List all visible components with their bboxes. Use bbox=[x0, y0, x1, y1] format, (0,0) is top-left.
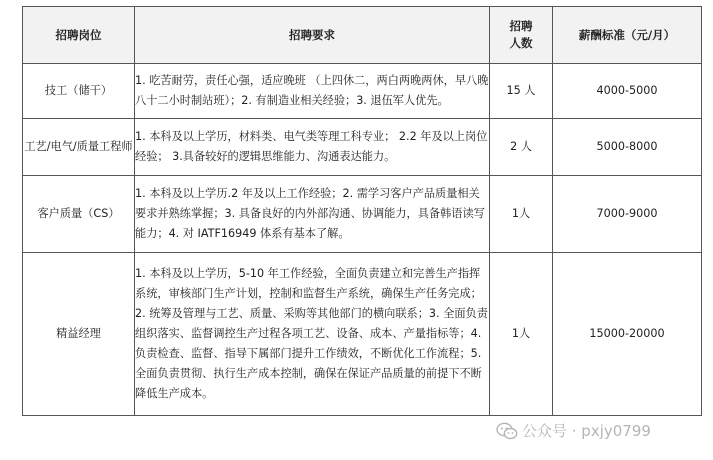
watermark bbox=[496, 420, 651, 441]
header-count-line2: 人数 bbox=[509, 36, 533, 50]
table-row bbox=[23, 253, 702, 416]
recruitment-table bbox=[22, 6, 702, 416]
cell-salary: 7000-9000 bbox=[553, 176, 702, 253]
cell-position: 精益经理 bbox=[23, 253, 135, 416]
header-count-line1: 招聘 bbox=[509, 19, 533, 33]
header-requirements: 招聘要求 bbox=[135, 7, 490, 64]
cell-requirements: 1. 本科及以上学历.2 年及以上工作经验；2. 需学习客户产品质量相关要求并熟练掌握；3. 具备良好的内外部沟通、协调能力，具备韩语读写能力；4. 对 IATF16949 体系有基本了解。 bbox=[135, 176, 490, 253]
cell-count: 1人 bbox=[490, 253, 553, 416]
cell-count: 1人 bbox=[490, 176, 553, 253]
table-header-row bbox=[23, 7, 702, 64]
header-count bbox=[490, 7, 553, 64]
cell-salary: 5000-8000 bbox=[553, 119, 702, 176]
cell-salary: 15000-20000 bbox=[553, 253, 702, 416]
cell-position: 客户质量（CS） bbox=[23, 176, 135, 253]
cell-requirements: 1. 本科及以上学历，材料类、电气类等理工科专业； 2.2 年及以上岗位经验； 3.具备较好的逻辑思维能力、沟通表达能力。 bbox=[135, 119, 490, 176]
cell-count: 15 人 bbox=[490, 64, 553, 119]
watermark-text: 公众号 · pxjy0799 bbox=[522, 422, 651, 440]
wechat-icon bbox=[496, 422, 518, 440]
cell-salary: 4000-5000 bbox=[553, 64, 702, 119]
table-row bbox=[23, 119, 702, 176]
table-row bbox=[23, 64, 702, 119]
cell-position: 技工（储干） bbox=[23, 64, 135, 119]
table-row bbox=[23, 176, 702, 253]
header-position: 招聘岗位 bbox=[23, 7, 135, 64]
cell-requirements: 1. 吃苦耐劳，责任心强，适应晚班 （上四休二，两白两晚两休，早八晚八十二小时制站班）；2. 有制造业相关经验；3. 退伍军人优先。 bbox=[135, 64, 490, 119]
header-salary: 薪酬标准（元/月） bbox=[553, 7, 702, 64]
cell-position: 工艺/电气/质量工程师 bbox=[23, 119, 135, 176]
cell-count: 2 人 bbox=[490, 119, 553, 176]
cell-requirements: 1. 本科及以上学历，5-10 年工作经验，全面负责建立和完善生产指挥系统，审核部门生产计划，控制和监督生产系统，确保生产任务完成；2. 统筹及管理与工艺、质量、采购等其他部门的横向联系；3. 全面负责组织落实、监督调控生产过程各项工艺、设备、成本、产量指标等；4. 负责检查、监督、指导下属部门提升工作绩效，不断优化工作流程；5.全面负责贯彻、执行生产成本控制，确保在保证产品质量的前提下不断降低生产成本。 bbox=[135, 253, 490, 416]
